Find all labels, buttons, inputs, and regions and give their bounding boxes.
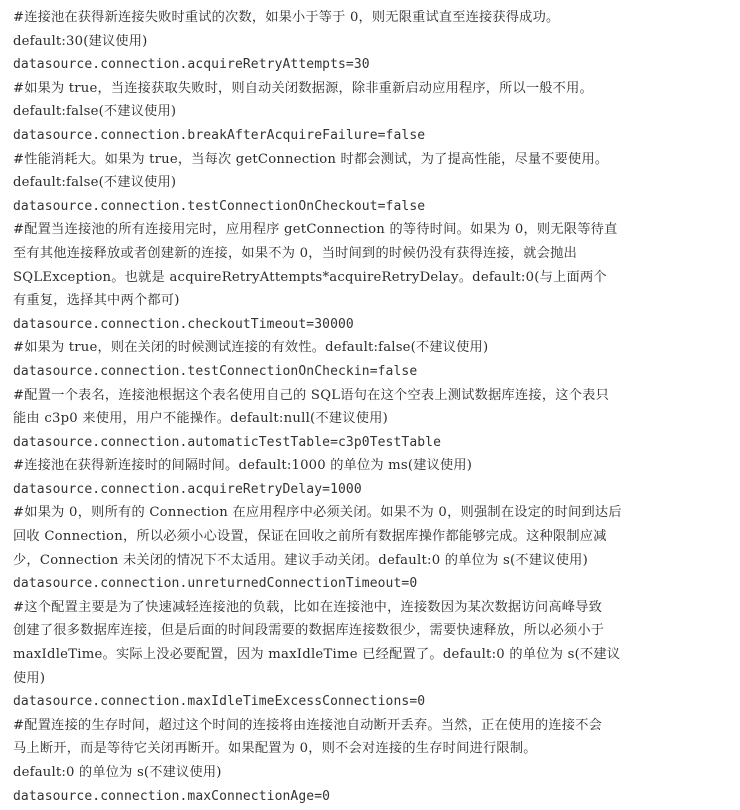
config-property-line: datasource.connection.acquireRetryDelay=1000 (13, 481, 362, 497)
comment-line: #连接池在获得新连接失败时重试的次数，如果小于等于 0，则无限重试直至连接获得成功。 (13, 10, 560, 25)
comment-line: default:0 的单位为 s(不建议使用) (13, 765, 222, 780)
config-property-line: datasource.connection.testConnectionOnCheckout=false (13, 198, 426, 214)
paragraph-line: #这个配置主要是为了快速减轻连接池的负载，比如在连接池中，连接数因为某次数据访问高峰导致 (13, 599, 603, 615)
paragraph-line: 创建了很多数据库连接，但是后面的时间段需要的数据库连接数很少，需要快速释放，所以必须小于 (13, 623, 605, 639)
paragraph-line: 马上断开，而是等待它关闭再断开。如果配置为 0，则不会对连接的生存时间进行限制。 (13, 741, 537, 757)
comment-paragraph (13, 596, 728, 690)
config-property-line: datasource.connection.automaticTestTable=c3p0TestTable (13, 434, 442, 450)
paragraph-line: #配置当连接池的所有连接用完时，应用程序 getConnection 的等待时间。如果为 0，则无限等待直 (13, 222, 618, 238)
comment-paragraph (13, 714, 728, 761)
comment-line: default:false(不建议使用) (13, 175, 177, 191)
paragraph-line: #如果为 0，则所有的 Connection 在应用程序中必须关闭。如果不为 0，则强制在设定的时间到达后 (13, 505, 622, 521)
config-property-line: datasource.connection.acquireRetryAttempts=30 (13, 57, 370, 73)
comment-line: #如果为 true，当连接获取失败时，则自动关闭数据源，除非重新启动应用程序，所以一般不用。 (13, 80, 593, 96)
comment-paragraph (13, 218, 728, 312)
comment-line: #如果为 true，则在关闭的时候测试连接的有效性。default:false(不建议使用) (13, 340, 489, 356)
config-property-line: datasource.connection.testConnectionOnCheckin=false (13, 363, 418, 379)
paragraph-line: 至有其他连接释放或者创建新的连接，如果不为 0，当时间到的时候仍没有获得连接，就会抛出 (13, 245, 578, 261)
paragraph-line: maxIdleTime。实际上没必要配置，因为 maxIdleTime 已经配置了。default:0 的单位为 s(不建议 (13, 647, 621, 663)
comment-line: default:30(建议使用) (13, 33, 148, 49)
config-property-line: datasource.connection.unreturnedConnectionTimeout=0 (13, 576, 418, 592)
config-property-line: datasource.connection.breakAfterAcquireFailure=false (13, 127, 426, 143)
config-property-line: datasource.connection.maxConnectionAge=0 (13, 788, 331, 804)
comment-line: #性能消耗大。如果为 true，当每次 getConnection 时都会测试，为了提高性能，尽量不要使用。 (13, 151, 609, 167)
comment-paragraph (13, 384, 728, 431)
config-property-line: datasource.connection.checkoutTimeout=30000 (13, 316, 354, 332)
config-property-line: datasource.connection.maxIdleTimeExcessConnections=0 (13, 694, 426, 710)
paragraph-line: 能由 c3p0 来使用，用户不能操作。default:null(不建议使用) (13, 411, 389, 427)
paragraph-line: 回收 Connection，所以必须小心设置，保证在回收之前所有数据库操作都能够完成。这种限制应减 (13, 529, 607, 545)
comment-paragraph (13, 501, 728, 572)
comment-line: #连接池在获得新连接时的间隔时间。default:1000 的单位为 ms(建议使用) (13, 458, 473, 474)
paragraph-line: 有重复，选择其中两个都可) (13, 293, 180, 309)
paragraph-line: 少，Connection 未关闭的情况下不太适用。建议手动关闭。default:0 的单位为 s(不建议使用) (13, 552, 588, 568)
paragraph-line: #配置一个表名，连接池根据这个表名使用自己的 SQL语句在这个空表上测试数据库连接，这个表只 (13, 387, 610, 403)
comment-line: default:false(不建议使用) (13, 104, 177, 120)
paragraph-line: SQLException。也就是 acquireRetryAttempts*acquireRetryDelay。default:0(与上面两个 (13, 269, 607, 285)
paragraph-line: #配置连接的生存时间，超过这个时间的连接将由连接池自动断开丢弃。当然，正在使用的连接不会 (13, 717, 603, 733)
paragraph-line: 使用) (13, 670, 46, 686)
